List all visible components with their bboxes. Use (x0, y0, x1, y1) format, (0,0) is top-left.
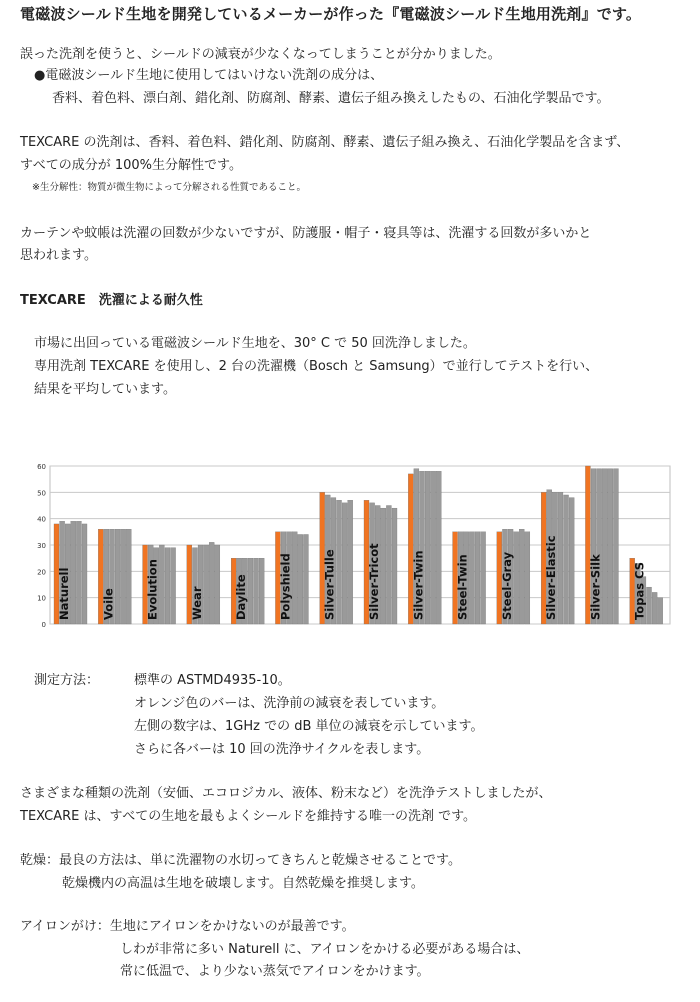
y-tick-label: 10 (37, 594, 46, 603)
bar-washed (82, 524, 87, 624)
bar-washed (115, 529, 120, 624)
bar-washed (564, 495, 569, 624)
bar-washed (159, 545, 164, 624)
category-label: Silver-Silk (588, 554, 603, 620)
y-tick-label: 50 (37, 489, 46, 498)
test-desc-line3: 結果を平均しています。 (34, 382, 176, 397)
texcare-desc-line2: すべての成分が 100%生分解性です。 (20, 158, 242, 173)
drying-line2: 乾燥機内の高温は生地を破壊します。自然乾燥を推奨します。 (62, 876, 424, 891)
bar-washed (126, 529, 131, 624)
y-tick-label: 0 (41, 621, 46, 629)
bar-washed (303, 534, 308, 624)
category-label: Steel-Twin (455, 554, 470, 620)
y-tick-label: 20 (37, 568, 46, 577)
category-label: Naturell (57, 567, 71, 620)
category-label: Topas CS (632, 562, 647, 620)
texcare-desc-line1: TEXCARE の洗剤は、香料、着色料、錯化剤、防腐剤、酵素、遺伝子組み換え、石油化学製品を含まず、 (20, 135, 630, 150)
bar-washed (431, 471, 436, 624)
bar-washed (259, 558, 264, 624)
curtain-line1: カーテンや蚊帳は洗濯の回数が少ないですが、防護服・帽子・寝具等は、洗濯する回数が多いかと (20, 226, 592, 241)
category-label: Silver-Tulle (322, 549, 337, 620)
ingredient-bullet: ●電磁波シールド生地に使用してはいけない洗剤の成分は、 (34, 68, 384, 83)
bar-washed (209, 542, 214, 624)
category-label: Voile (101, 588, 116, 620)
bar-washed (165, 548, 170, 624)
category-label: Daylite (234, 574, 249, 620)
ironing-line3: 常に低温で、より少ない蒸気でアイロンをかけます。 (120, 964, 430, 979)
drying-line1: 乾燥：最良の方法は、単に洗濯物の水切ってきちんと乾燥させることです。 (20, 853, 461, 868)
y-tick-label: 40 (37, 515, 46, 524)
bar-washed (171, 548, 176, 624)
category-label: Polyshield (278, 553, 293, 620)
bar-washed (121, 529, 126, 624)
bar-washed (348, 500, 353, 624)
category-label: Silver-Twin (411, 550, 426, 620)
bar-washed (469, 532, 474, 624)
bar-washed (248, 558, 253, 624)
curtain-line2: 思われます。 (20, 248, 97, 263)
method-line4: さらに各バーは 10 回の洗浄サイクルを表します。 (134, 742, 430, 757)
bar-washed (481, 532, 486, 624)
ingredient-list: 香料、着色料、漂白剤、錯化剤、防腐剤、酵素、遺伝子組み換えしたもの、石油化学製品です。 (52, 91, 610, 106)
bar-washed (436, 471, 441, 624)
category-label: Silver-Tricot (367, 543, 381, 620)
y-tick-label: 60 (37, 463, 46, 471)
bar-washed (386, 506, 391, 625)
durability-chart (34, 458, 676, 630)
method-label: 測定方法： (34, 673, 100, 688)
bar-washed (76, 521, 81, 624)
intro-line: 誤った洗剤を使うと、シールドの減衰が少なくなってしまうことが分かりました。 (20, 47, 501, 62)
page-title: 電磁波シールド生地を開発しているメーカーが作った『電磁波シールド生地用洗剤』です。 (20, 5, 642, 23)
ironing-line1: アイロンがけ：生地にアイロンをかけないのが最善です。 (20, 919, 355, 934)
bar-washed (298, 534, 303, 624)
y-tick-label: 30 (37, 542, 46, 550)
bar-washed (392, 508, 397, 624)
method-line2: オレンジ色のバーは、洗浄前の減衰を表しています。 (134, 696, 445, 711)
bar-washed (514, 532, 519, 624)
bar-washed (569, 498, 574, 624)
bar-washed (647, 587, 652, 624)
section-heading: TEXCARE 洗濯による耐久性 (20, 293, 203, 308)
bar-washed (519, 529, 524, 624)
bar-washed (602, 469, 607, 624)
bar-washed (475, 532, 480, 624)
bar-washed (652, 592, 657, 624)
bar-washed (658, 598, 663, 624)
test-desc-line2: 専用洗剤 TEXCARE を使用し、2 台の洗濯機（Bosch と Samsung）で並行してテストを行い、 (34, 359, 599, 374)
category-label: Wear (189, 586, 204, 620)
category-label: Steel-Gray (499, 551, 514, 620)
conclusion-line1: さまざまな種類の洗剤（安価、エコロジカル、液体、粉末など）を洗浄テストしましたが、 (20, 786, 552, 801)
bar-washed (204, 545, 209, 624)
bar-washed (337, 500, 342, 624)
bar-washed (425, 471, 430, 624)
bar-washed (381, 508, 386, 624)
method-line3: 左側の数字は、1GHz での dB 単位の減衰を示しています。 (134, 719, 484, 734)
bar-washed (558, 492, 563, 624)
bar-washed (254, 558, 259, 624)
category-label: Silver-Elastic (544, 535, 559, 620)
bar-washed (342, 503, 347, 624)
chart-svg (34, 458, 676, 630)
ironing-line2: しわが非常に多い Naturell に、アイロンをかける必要がある場合は、 (120, 942, 530, 957)
conclusion-line2: TEXCARE は、すべての生地を最もよくシールドを維持する唯一の洗剤 です。 (20, 809, 477, 824)
bar-washed (613, 469, 618, 624)
bar-washed (215, 545, 220, 624)
bar-washed (608, 469, 613, 624)
test-desc-line1: 市場に出回っている電磁波シールド生地を、30° C で 50 回洗浄しました。 (34, 336, 476, 351)
bar-washed (71, 521, 76, 624)
method-line1: 標準の ASTMD4935-10。 (134, 673, 291, 688)
biodegradable-note: ※生分解性：物質が微生物によって分解される性質であること。 (32, 182, 306, 193)
bar-washed (292, 532, 297, 624)
category-label: Evolution (145, 559, 160, 620)
bar-washed (525, 532, 530, 624)
